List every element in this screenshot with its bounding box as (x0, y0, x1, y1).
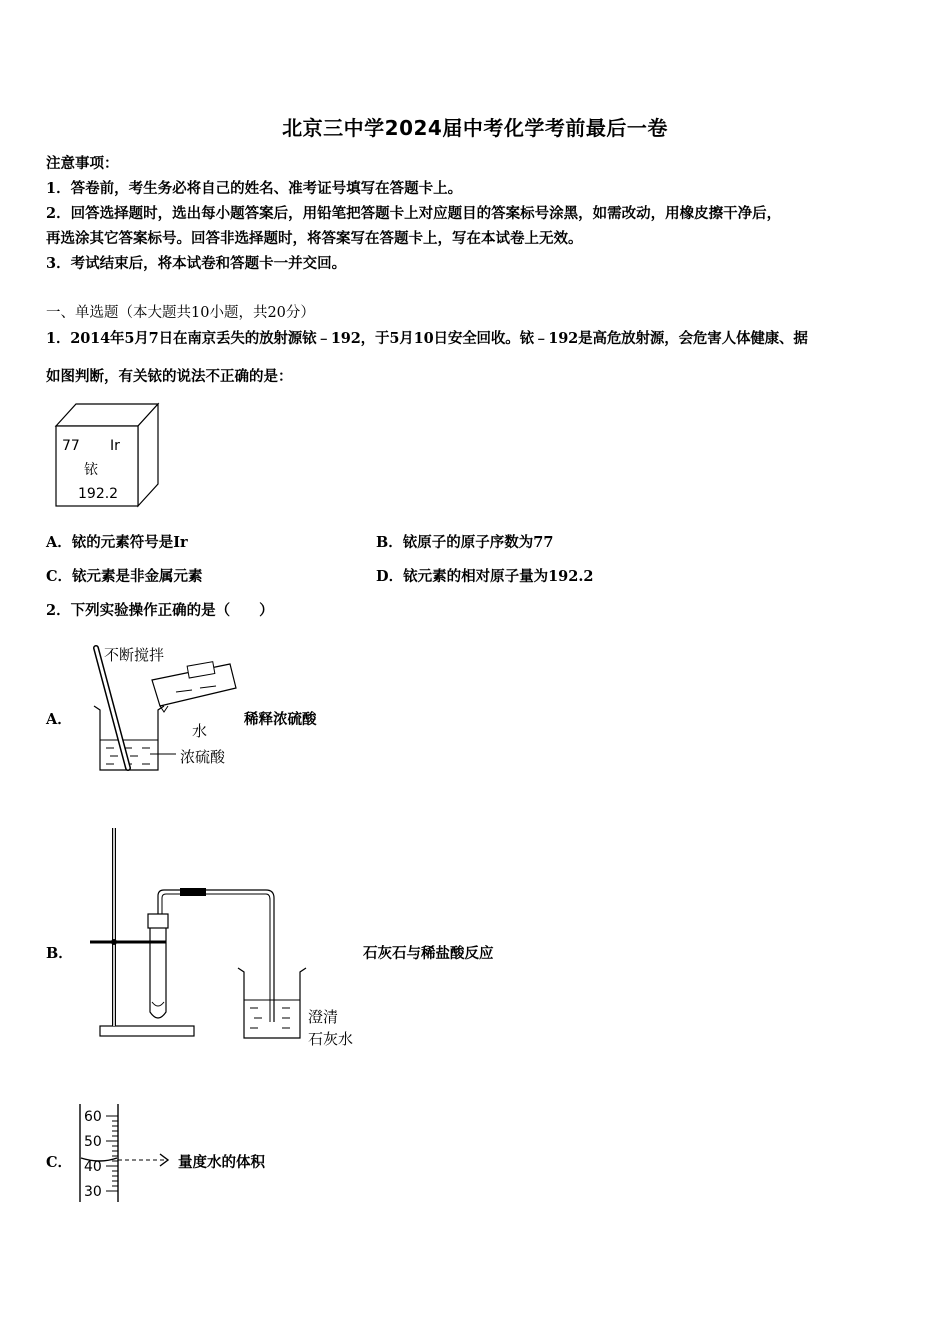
section-heading: 一、单选题（本大题共10小题，共20分） (46, 305, 315, 321)
notice-item-2-cont: 再选涂其它答案标号。回答非选择题时，将答案写在答题卡上，写在本试卷上无效。 (46, 230, 583, 247)
limestone-reaction-figure (86, 826, 366, 1052)
q1-option-b[interactable]: B．铱原子的原子序数为77 (376, 534, 554, 551)
tick-60: 60 (84, 1109, 102, 1125)
q2-option-a-caption: 稀释浓硫酸 (244, 711, 317, 728)
iridium-element-card (52, 400, 164, 510)
notice-item-3: 3．考试结束后，将本试卷和答题卡一并交回。 (46, 255, 347, 272)
q1-option-c[interactable]: C．铱元素是非金属元素 (46, 568, 203, 585)
dilute-acid-figure (80, 636, 240, 776)
element-name: 铱 (84, 462, 98, 478)
q1-option-a[interactable]: A．铱的元素符号是Ir (46, 534, 188, 551)
q1-option-d[interactable]: D．铱元素的相对原子量为192.2 (376, 568, 594, 585)
page-title: 北京三中学2024届中考化学考前最后一卷 (282, 116, 668, 140)
element-number: 77 (62, 438, 80, 454)
element-symbol: Ir (110, 438, 120, 454)
limewater-label-2: 石灰水 (308, 1030, 354, 1048)
q2-stem: 2．下列实验操作正确的是（ ） (46, 602, 274, 619)
water-label: 水 (192, 722, 208, 740)
element-mass: 192.2 (78, 486, 119, 502)
tick-30: 30 (84, 1184, 102, 1200)
q2-option-a-label[interactable]: A． (46, 711, 72, 728)
limewater-label-1: 澄清 (308, 1008, 339, 1026)
acid-label: 浓硫酸 (180, 748, 226, 766)
q2-option-c-caption: 量度水的体积 (178, 1154, 265, 1171)
tick-40: 40 (84, 1159, 102, 1175)
tick-50: 50 (84, 1134, 102, 1150)
q2-option-b-caption: 石灰石与稀盐酸反应 (363, 945, 494, 962)
q2-option-b-label[interactable]: B． (46, 945, 73, 962)
q1-stem-line1: 1．2014年5月7日在南京丢失的放射源铱﹣192，于5月10日安全回收。铱﹣192是高危放射源，会危害人体健康、据 (46, 330, 808, 347)
notice-item-1: 1．答卷前，考生务必将自己的姓名、准考证号填写在答题卡上。 (46, 180, 463, 197)
graduated-cylinder-figure (76, 1102, 180, 1204)
stir-label: 不断搅拌 (104, 646, 165, 664)
q2-option-c-label[interactable]: C． (46, 1154, 73, 1171)
notice-item-2: 2．回答选择题时，选出每小题答案后，用铅笔把答题卡上对应题目的答案标号涂黑，如需改动，用橡皮擦干净后， (46, 205, 782, 222)
q1-stem-line2: 如图判断，有关铱的说法不正确的是： (46, 368, 293, 385)
notice-heading: 注意事项： (46, 155, 119, 172)
